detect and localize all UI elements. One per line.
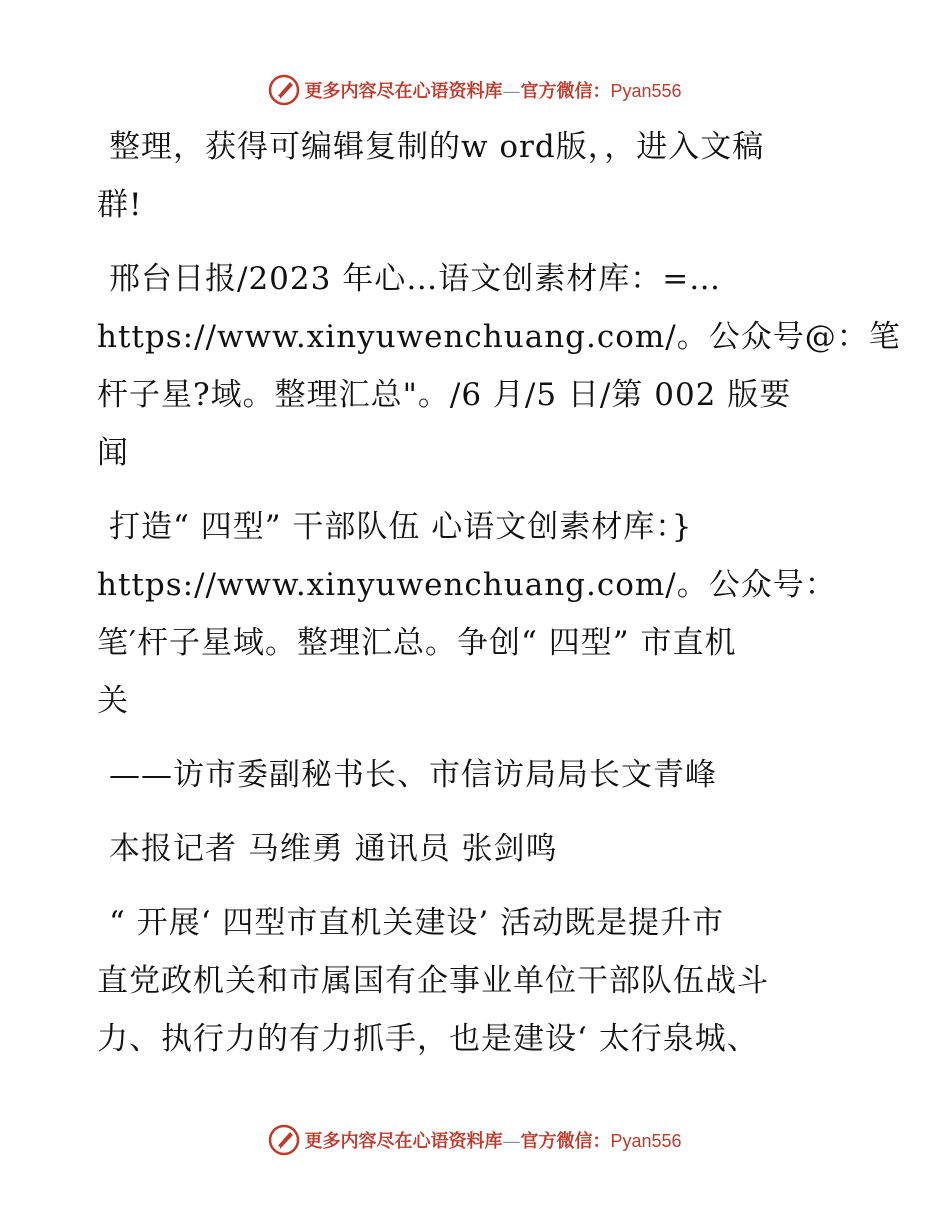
banner-separator: — (502, 1131, 521, 1152)
banner-separator: — (502, 81, 521, 102)
paragraph (97, 894, 857, 1068)
paragraph (97, 820, 857, 878)
text-line: 群! (97, 187, 143, 223)
quill-logo-icon (268, 1124, 300, 1156)
text-line: 关 (97, 683, 129, 719)
text-line: https://www.xinyuwenchuang.com/。公众号： (97, 567, 837, 603)
banner-wechat-id: Pyan556 (610, 81, 682, 101)
paragraph (97, 118, 857, 234)
header-banner (0, 70, 950, 110)
footer-banner (0, 1120, 950, 1160)
banner-site-text: 更多内容尽在心语资料库 (304, 1131, 503, 1152)
text-line: 邢台日报/2023 年心…语文创素材库：=… (109, 261, 722, 297)
text-line: 打造“ 四型” 干部队伍 心语文创素材库：} (109, 509, 693, 545)
text-line: 本报记者 马维勇 通讯员 张剑鸣 (109, 831, 558, 867)
banner-wechat-id: Pyan556 (610, 1131, 682, 1151)
paragraph (97, 250, 901, 482)
text-line: 杆子星?域。整理汇总"。/6 月/5 日/第 002 版要 (97, 377, 792, 413)
text-line: 直党政机关和市属国有企事业单位干部队伍战斗 (97, 963, 769, 999)
text-line: 整理，获得可编辑复制的w ord版，，进入文稿 (109, 129, 765, 165)
text-line: 笔′杆子星域。整理汇总。争创“ 四型” 市直机 (97, 625, 737, 661)
paragraph (97, 746, 857, 804)
banner-wechat-label: 官方微信： (520, 81, 611, 102)
text-line: ——访市委副秘书长、市信访局局长文青峰 (109, 757, 717, 793)
banner-wechat-label: 官方微信： (520, 1131, 611, 1152)
quill-logo-icon (268, 74, 300, 106)
paragraph (97, 498, 857, 730)
text-line: https://www.xinyuwenchuang.com/。公众号@：笔 (97, 319, 901, 355)
text-line: 闻 (97, 435, 129, 471)
text-line: 力、执行力的有力抓手，也是建设‘ 太行泉城、 (97, 1021, 759, 1057)
banner-site-text: 更多内容尽在心语资料库 (304, 81, 503, 102)
text-line: “ 开展‘ 四型市直机关建设’ 活动既是提升市 (109, 905, 725, 941)
document-body (97, 118, 901, 1084)
